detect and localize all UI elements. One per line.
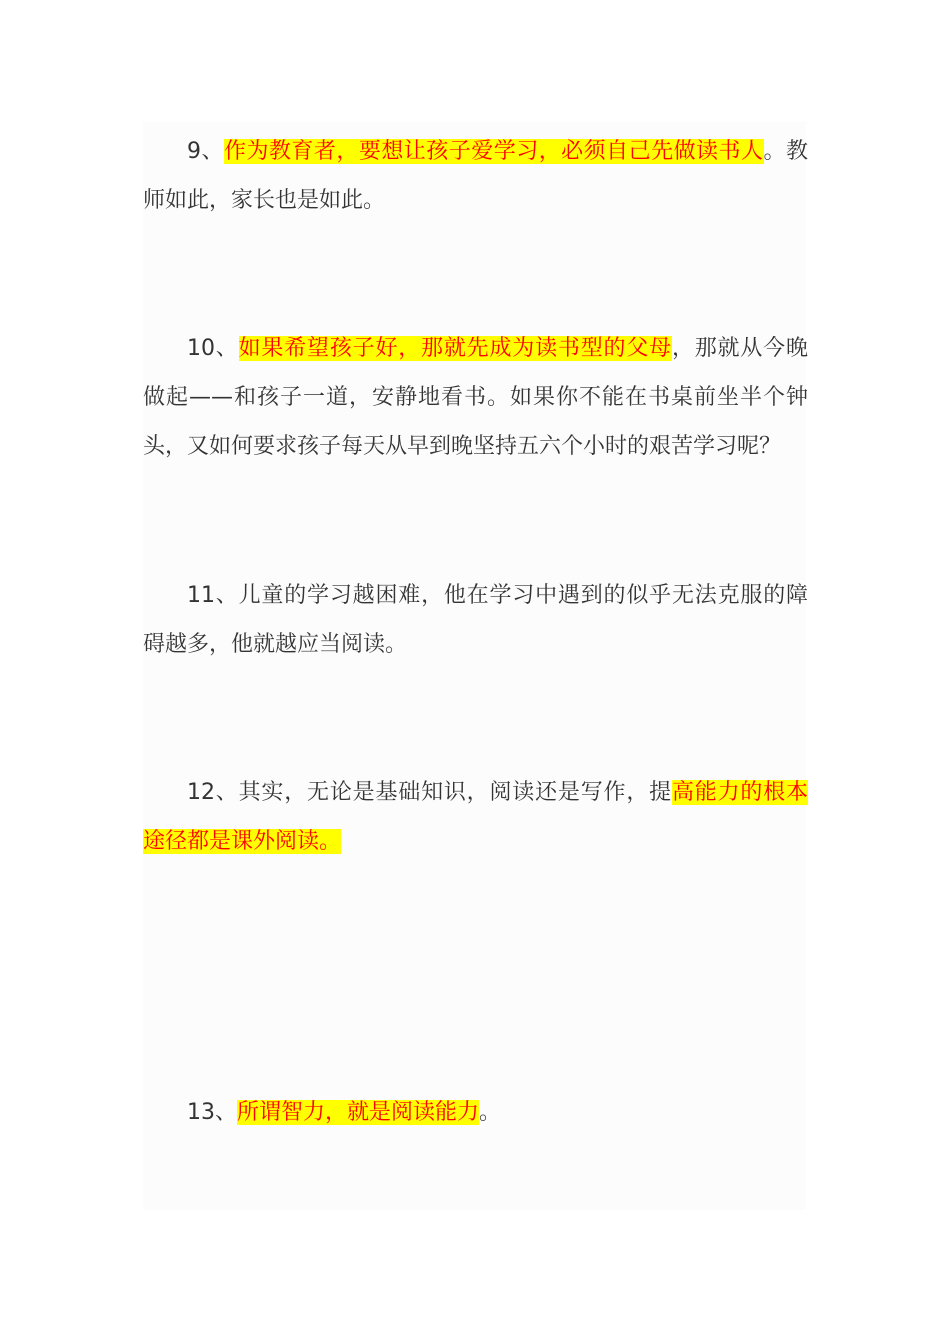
paragraph-12 — [143, 768, 808, 866]
paragraph-13-highlight: 所谓智力，就是阅读能力 — [237, 1100, 480, 1125]
paragraph-10-highlight: 如果希望孩子好，那就先成为读书型的父母 — [238, 336, 672, 361]
paragraph-10-number: 10、 — [187, 336, 239, 361]
paragraph-13-text: 。 — [479, 1100, 502, 1125]
paragraph-13 — [143, 1088, 808, 1137]
paragraph-10-text: ，那就从今晚做起——和孩子一道，安静地看书。如果你不能在书桌前坐半个钟头，又如何要求孩子每天从早到晚坚持五六个小时的艰苦学习呢？ — [143, 336, 808, 459]
paragraph-11 — [143, 571, 808, 669]
paragraph-13-number: 13、 — [187, 1100, 237, 1125]
paragraph-9-highlight: 作为教育者，要想让孩子爱学习，必须自己先做读书人 — [223, 139, 764, 164]
paragraph-11-text: 11、儿童的学习越困难，他在学习中遇到的似乎无法克服的障碍越多，他就越应当阅读。 — [143, 583, 808, 657]
paragraph-9 — [143, 127, 808, 225]
paragraph-12-text: 12、其实，无论是基础知识，阅读还是写作，提 — [187, 780, 672, 805]
paragraph-9-text: 。教师如此，家长也是如此。 — [143, 139, 808, 213]
paragraph-9-number: 9、 — [187, 139, 224, 164]
paragraph-10 — [143, 324, 808, 471]
paragraph-12-highlight: 高能力的根本途径都是课外阅读。 — [143, 780, 808, 854]
